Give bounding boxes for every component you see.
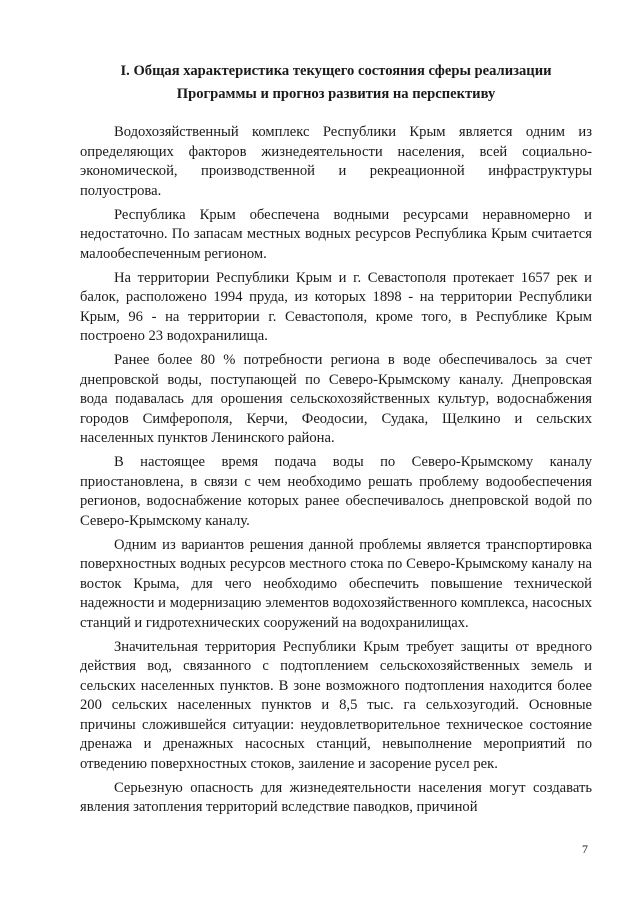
paragraph-rivers-ponds: На территории Республики Крым и г. Севастополя протекает 1657 рек и балок, расположено 1994 пруда, из которых 1898 - на территории Республики Крым, 96 - на территории г. Севастополя, кроме того, в Республике Крым построено 23 водохранилища. [80,269,592,344]
section-heading [80,60,592,106]
paragraph-dnieper-water: Ранее более 80 % потребности региона в воде обеспечивалось за счет днепровской воды, поступающей по Северо-Крымскому каналу. Днепровская вода подавалась для орошения сельскохозяйственных культур, водоснабжения городов Симферополя, Керчи, Феодосии, Судака, Щелкино и сельских населенных пунктов Ленинского района. [80,352,592,446]
paragraph-solution-options: Одним из вариантов решения данной проблемы является транспортировка поверхностных водных ресурсов местного стока по Северо-Крымскому каналу на восток Крыма, для чего необходимо обеспечить повышение технической надежности и модернизацию элементов водохозяйственного комплекса, насосных станций и гидротехнических сооружений на водохранилищах. [80,536,592,631]
paragraph-flood-protection: Значительная территория Республики Крым требует защиты от вредного действия вод, связанного с подтоплением сельскохозяйственных земель и сельских населенных пунктов. В зоне возможного подтопления находится более 200 сельских населенных пунктов и 8,5 тыс. га сельхозугодий. Основные причины сложившейся ситуации: неудовлетворительное техническое состояние дренажа и дренажных насосных станций, невыполнение мероприятий по отведению поверхностных стоков, заиление и засорение русел рек. [80,638,592,772]
section-heading-line-2: Программы и прогноз развития на перспективу [176,86,496,102]
page-number: 7 [582,842,588,856]
section-heading-line-1: I. Общая характеристика текущего состояния сферы реализации [120,63,552,79]
paragraph-flooding-danger: Серьезную опасность для жизнедеятельности населения могут создавать явления затопления территорий вследствие паводков, причиной [80,779,592,815]
paragraph-water-resources: Республика Крым обеспечена водными ресурсами неравномерно и недостаточно. По запасам местных водных ресурсов Республика Крым считается малообеспеченным регионом. [80,206,592,262]
paragraph-water-complex: Водохозяйственный комплекс Республики Крым является одним из определяющих факторов жизнедеятельности населения, всей социально-экономической, производственной и рекреационной инфраструктуры полуострова. [80,124,592,199]
body-text [80,123,592,822]
paragraph-canal-suspended: В настоящее время подача воды по Северо-Крымскому каналу приостановлена, в связи с чем необходимо решать проблему водообеспечения регионов, водоснабжение которых ранее обеспечивалось днепровской водой по Северо-Крымскому каналу. [80,454,592,529]
